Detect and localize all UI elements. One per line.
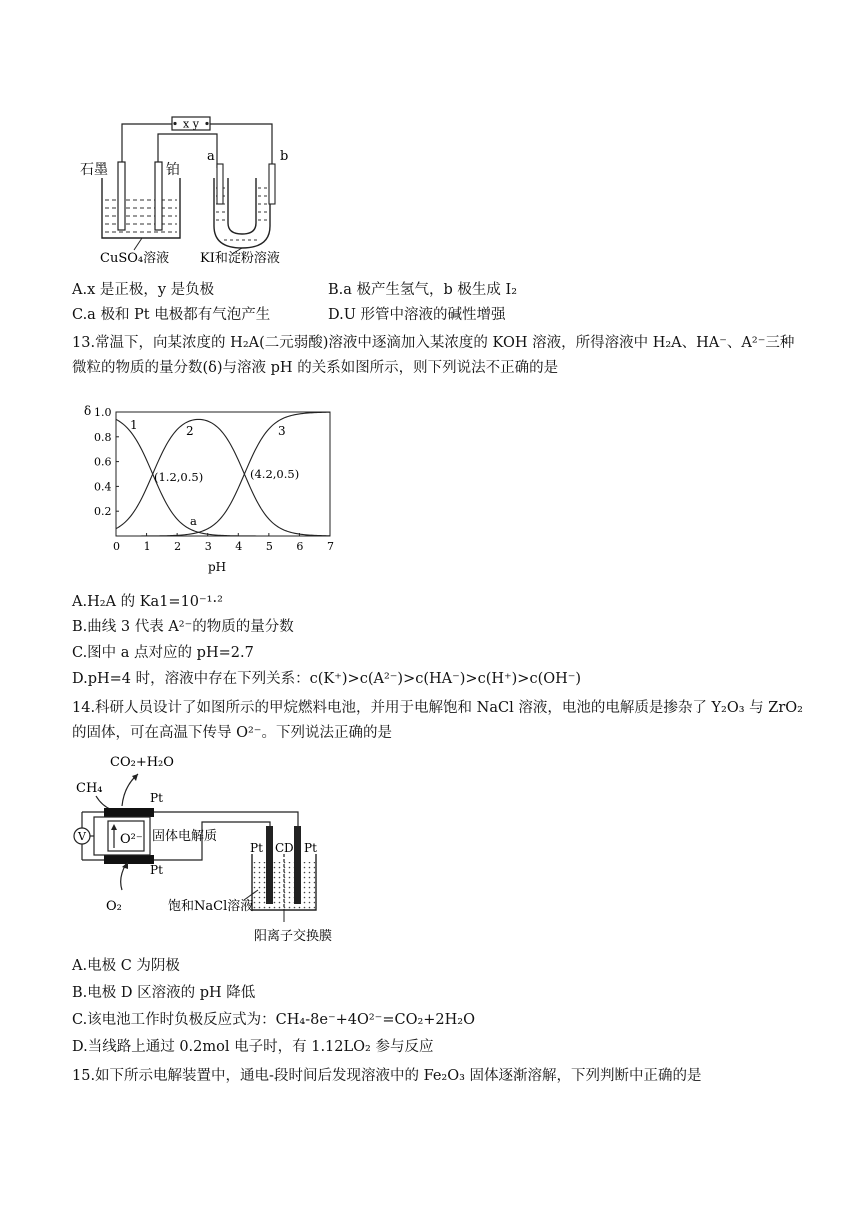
o2-ion-label: O²⁻ xyxy=(120,832,143,847)
q14-option-a: A.电极 C 为阴极 xyxy=(72,958,180,974)
q14-stem-line2: 的固体，可在高温下传导 O²⁻。下列说法正确的是 xyxy=(72,725,392,741)
y-tick-label: 0.6 xyxy=(94,455,112,469)
annotation-pka1: (1.2,0.5) xyxy=(154,470,204,484)
q12-option-c: C.a 极和 Pt 电极都有气泡产生 xyxy=(72,307,271,323)
voltmeter-label: V xyxy=(78,830,86,843)
x-tick-label: 7 xyxy=(327,540,334,553)
q14-option-b: B.电极 D 区溶液的 pH 降低 xyxy=(72,985,256,1001)
meter-label: x y xyxy=(183,117,199,131)
q13-stem-line2: 微粒的物质的量分数(δ)与溶液 pH 的关系如图所示，则下列说法不正确的是 xyxy=(72,360,559,376)
q13-option-a: A.H₂A 的 Ka1=10⁻¹·² xyxy=(72,594,223,610)
y-tick-label: 0.8 xyxy=(94,430,112,444)
q12-option-a: A.x 是正极，y 是负极 xyxy=(72,282,215,298)
x-tick-label: 4 xyxy=(235,540,243,553)
curve-3-label: 3 xyxy=(278,424,286,438)
annotation-pka2: (4.2,0.5) xyxy=(250,467,300,481)
ch4-label: CH₄ xyxy=(76,781,103,796)
electrolysis-figure xyxy=(72,108,312,268)
x-tick-label: 1 xyxy=(143,540,151,553)
cell-pt-left-label: Pt xyxy=(250,841,263,855)
q12-option-d: D.U 形管中溶液的碱性增强 xyxy=(328,307,506,323)
q15-stem-line1: 15.如下所示电解装置中，通电-段时间后发现溶液中的 Fe₂O₃ 固体逐渐溶解，下列判断中正确的是 xyxy=(72,1068,702,1084)
q13-option-d: D.pH=4 时，溶液中存在下列关系：c(K⁺)>c(A²⁻)>c(HA⁻)>c(H⁺)>c(OH⁻) xyxy=(72,671,582,687)
membrane-label: 阳离子交换膜 xyxy=(254,929,333,944)
pt-label: 铂 xyxy=(166,162,180,178)
pt-top-label: Pt xyxy=(150,791,163,805)
pt-bottom-label: Pt xyxy=(150,863,163,877)
y-tick-label: 0.2 xyxy=(94,505,112,519)
electrode-d-label: D xyxy=(284,841,294,855)
x-tick-label: 0 xyxy=(113,540,120,553)
annotation-point-a: a xyxy=(190,514,197,528)
fuel-cell-figure xyxy=(72,750,352,950)
x-tick-label: 3 xyxy=(204,540,212,553)
x-axis-label: pH xyxy=(208,560,227,574)
q14-option-c: C.该电池工作时负极反应式为：CH₄-8e⁻+4O²⁻=CO₂+2H₂O xyxy=(72,1012,475,1028)
curve-1-label: 1 xyxy=(130,418,138,432)
x-tick-label: 6 xyxy=(296,540,304,553)
o2-label: O₂ xyxy=(106,899,122,914)
y-tick-label: 0.4 xyxy=(94,480,112,494)
x-tick-label: 5 xyxy=(265,540,273,553)
co2-label: CO₂+H₂O xyxy=(110,755,174,770)
q14-stem-line1: 14.科研人员设计了如图所示的甲烷燃料电池，并用于电解饱和 NaCl 溶液，电池的电解质是掺杂了 Y₂O₃ 与 ZrO₂ xyxy=(72,700,803,716)
q12-option-b: B.a 极产生氢气，b 极生成 I₂ xyxy=(328,282,518,298)
y-axis-label: δ xyxy=(84,404,92,418)
solid-electrolyte-label: 固体电解质 xyxy=(152,829,218,844)
fraction-ph-chart xyxy=(78,398,358,578)
q13-stem-line1: 13.常温下，向某浓度的 H₂A(二元弱酸)溶液中逐滴加入某浓度的 KOH 溶液，所得溶液中 H₂A、HA⁻、A²⁻三种 xyxy=(72,335,795,351)
q13-option-c: C.图中 a 点对应的 pH=2.7 xyxy=(72,645,254,661)
electrode-c-label: C xyxy=(275,841,285,855)
q13-option-b: B.曲线 3 代表 A²⁻的物质的量分数 xyxy=(72,619,294,635)
q14-option-d: D.当线路上通过 0.2mol 电子时，有 1.12LO₂ 参与反应 xyxy=(72,1039,434,1055)
electrode-a-label: a xyxy=(207,149,215,164)
x-tick-label: 2 xyxy=(174,540,182,553)
graphite-label: 石墨 xyxy=(80,162,108,178)
electrode-b-label: b xyxy=(280,149,289,164)
y-tick-label: 1.0 xyxy=(94,406,112,419)
curve-2-label: 2 xyxy=(186,424,194,438)
cell-pt-right-label: Pt xyxy=(304,841,317,855)
ki-label: KI和淀粉溶液 xyxy=(200,251,280,266)
cuso4-label: CuSO₄溶液 xyxy=(100,251,170,266)
nacl-label: 饱和NaCl溶液 xyxy=(168,899,254,914)
